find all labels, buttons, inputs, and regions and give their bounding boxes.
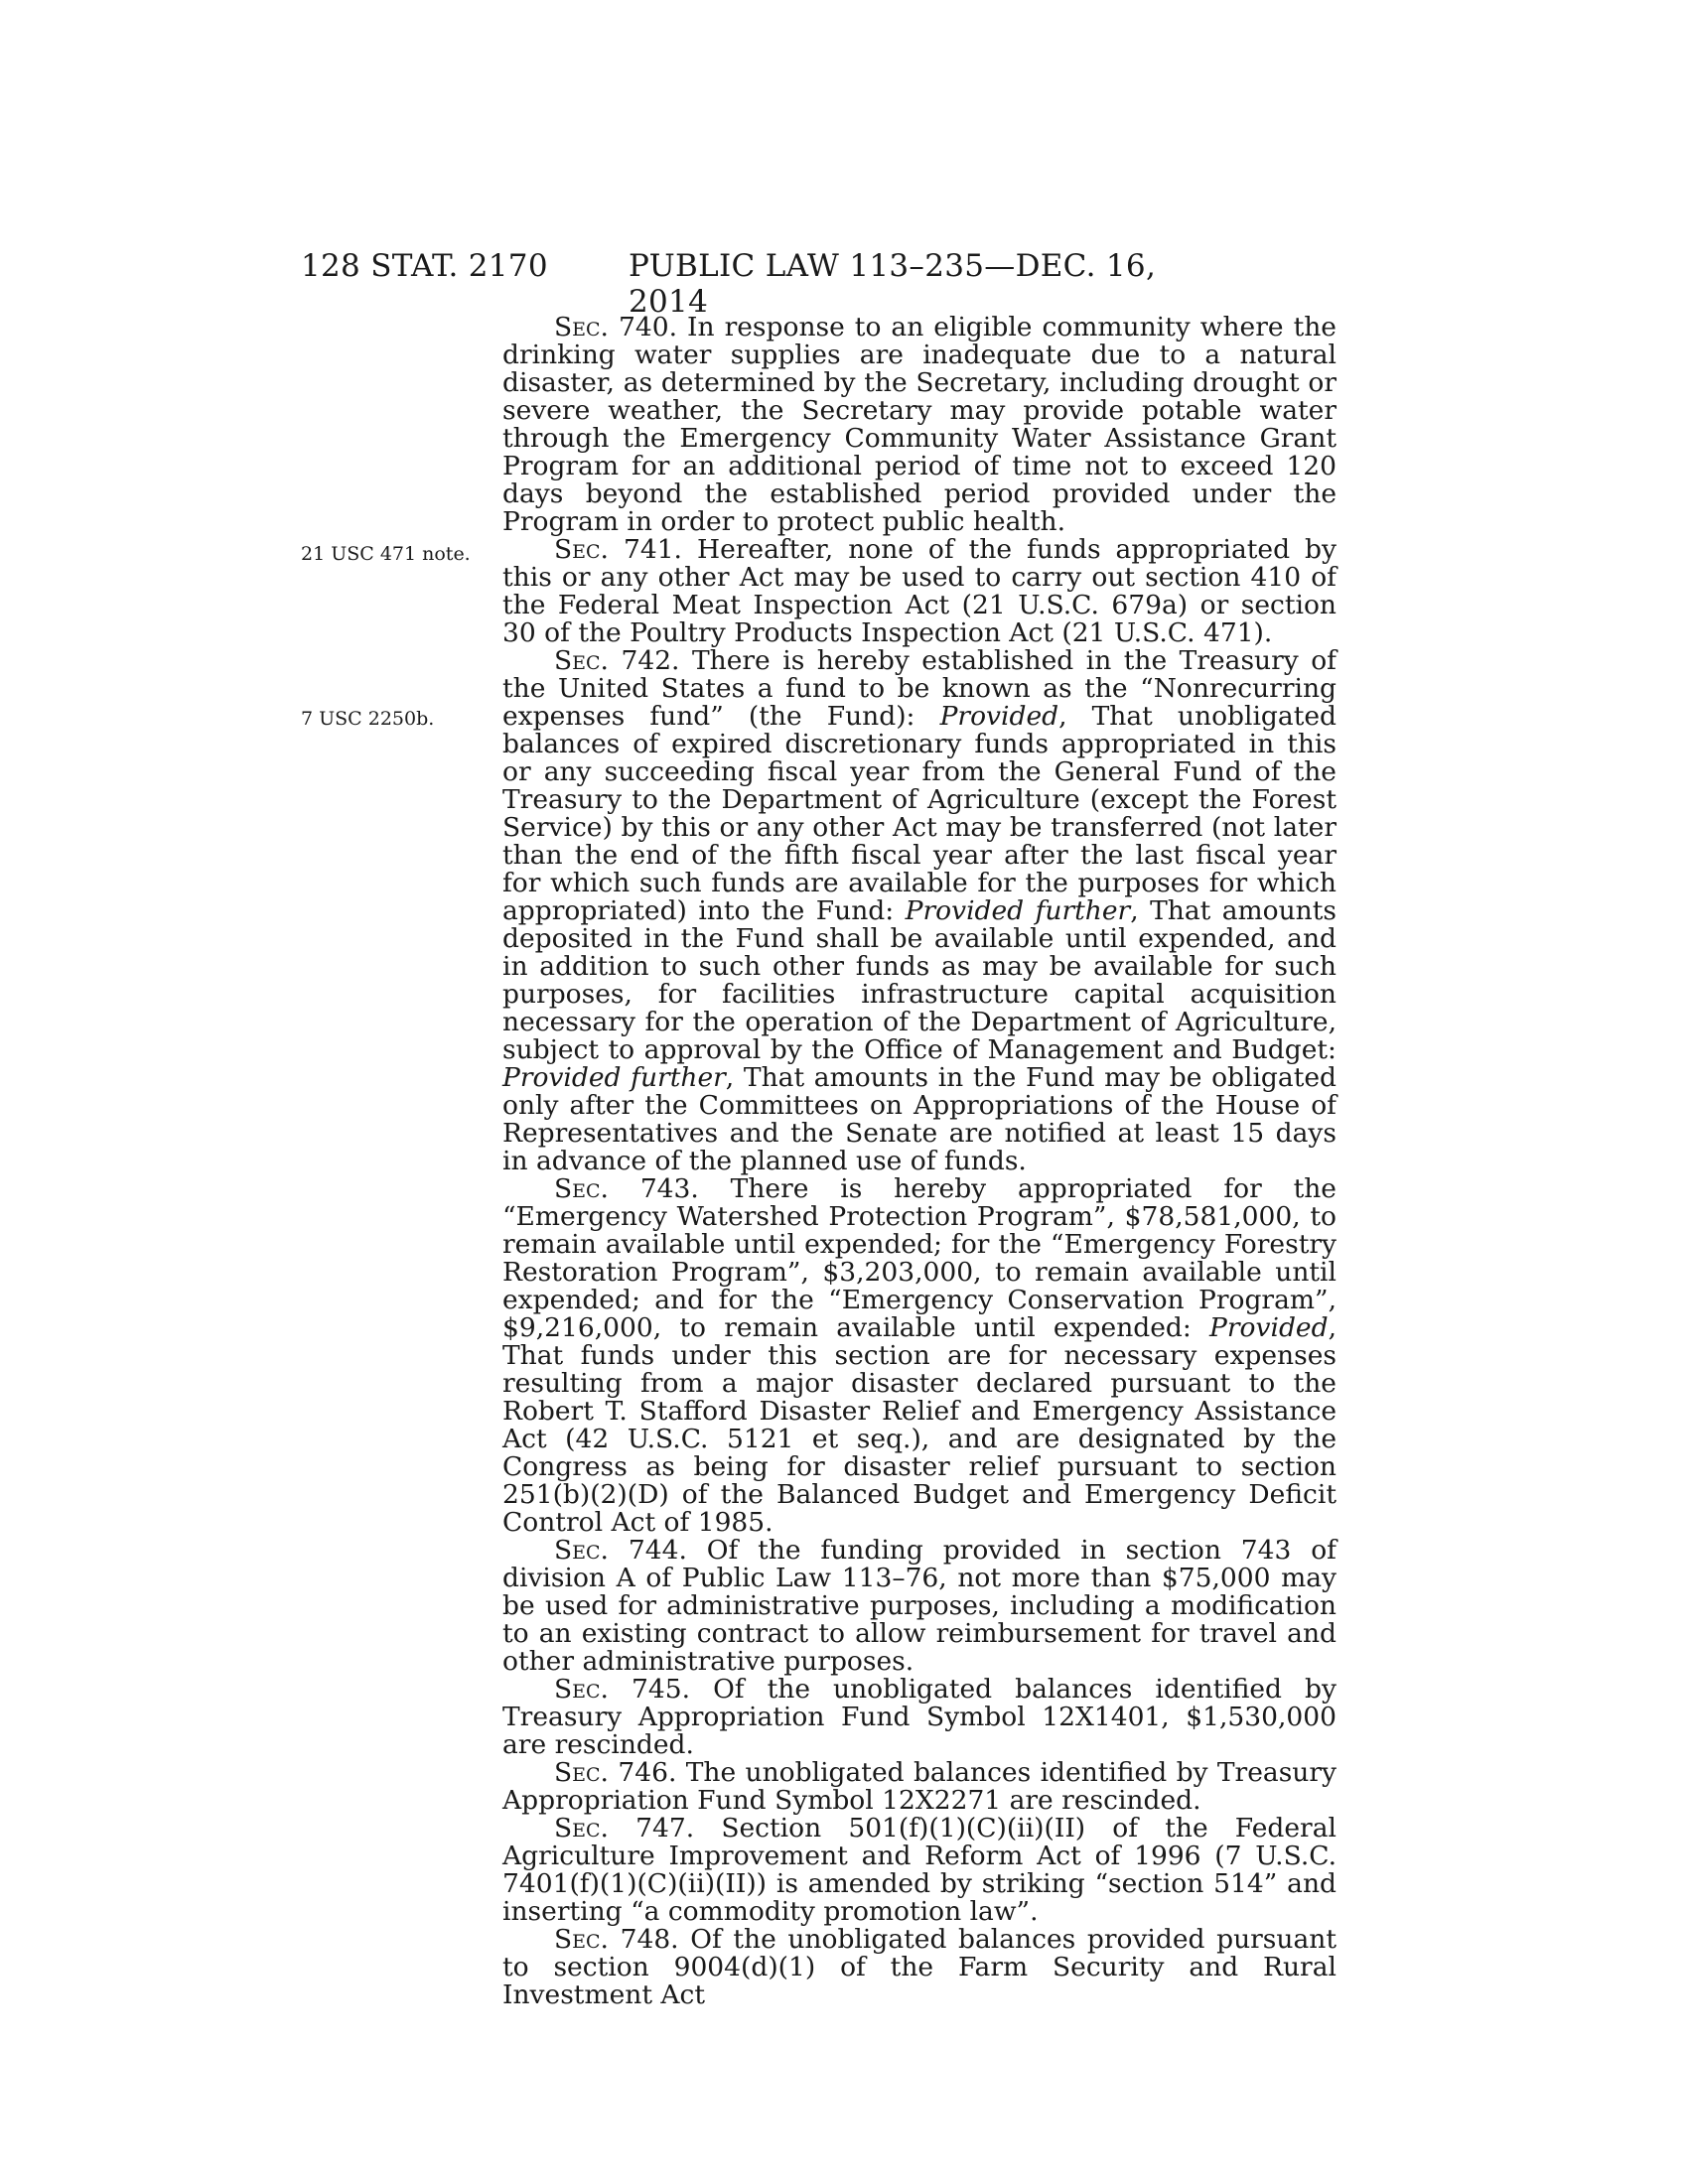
section-label: Sec. bbox=[554, 534, 609, 565]
section-number: 742. bbox=[609, 645, 692, 676]
page-reference: 128 STAT. 2170 bbox=[301, 248, 548, 284]
section-number: 740. bbox=[609, 312, 688, 342]
section-label: Sec. bbox=[554, 1535, 609, 1566]
section-text: Of the unobligated balances identified by Treasury Appropriation Fund Symbol 12X1401, $1,530,000 are rescinded. bbox=[502, 1674, 1336, 1760]
section-text: Of the unobligated balances provided pursuant to section 9004(d)(1) of the Farm Security and Rural Investment Act bbox=[502, 1924, 1336, 2010]
section-text: There is hereby appropriated for the “Emergency Watershed Protection Program”, $78,581,000, to remain available until expended; for the “Emergency Forestry Restoration Program”, $3,203,000, to remain available until expended; and for the “Emergency Conservation Program”, $9,216,000, to remain available until expended: bbox=[502, 1173, 1336, 1343]
section-text: Section 501(f)(1)(C)(ii)(II) of the Federal Agriculture Improvement and Reform Act of 1996 (7 U.S.C. 7401(f)(1)(C)(ii)(II)) is amended by striking “section 514” and inserting “a commodity promotion law”. bbox=[502, 1813, 1336, 1927]
section-label: Sec. bbox=[554, 645, 609, 676]
section-text: Of the funding provided in section 743 of division A of Public Law 113–76, not more than $75,000 may be used for administrative purposes, including a modification to an existing contract to allow reimbursement for travel and other administrative purposes. bbox=[502, 1535, 1336, 1677]
section-text: , That unobligated balances of expired discretionary funds appropriated in this or any succeeding fiscal year from the General Fund of the Treasury to the Department of Agriculture (except the Forest Service) by this or any other Act may be transferred (not later than the end of the fifth fiscal year after the last fiscal year for which such funds are available for the purposes for which appropriated) into the Fund: bbox=[502, 701, 1336, 926]
section-number: 746. bbox=[609, 1757, 686, 1788]
section-745 bbox=[502, 1676, 1336, 1759]
section-text: , That amounts in the Fund may be obligated only after the Committees on Appropriations of the House of Representatives and the Senate are notified at least 15 days in advance of the planned use of funds. bbox=[502, 1062, 1336, 1176]
section-746 bbox=[502, 1759, 1336, 1815]
section-741 bbox=[502, 536, 1336, 647]
running-header bbox=[301, 248, 1214, 320]
section-number: 748. bbox=[609, 1924, 691, 1955]
section-label: Sec. bbox=[554, 312, 609, 342]
section-number: 745. bbox=[609, 1674, 714, 1705]
section-740 bbox=[502, 314, 1336, 536]
margin-note: 7 USC 2250b. bbox=[301, 708, 435, 730]
section-text: Hereafter, none of the funds appropriated by this or any other Act may be used to carry out section 410 of the Federal Meat Inspection Act (21 U.S.C. 679a) or section 30 of the Poultry Products Inspection Act (21 U.S.C. 471). bbox=[502, 534, 1336, 648]
proviso: Provided further bbox=[905, 895, 1131, 926]
section-text: In response to an eligible community where the drinking water supplies are inadequate due to a natural disaster, as determined by the Secretary, including drought or severe weather, the Secretary may provide potable water through the Emergency Community Water Assistance Grant Program for an additional period of time not to exceed 120 days beyond the established period provided under the Program in order to protect public health. bbox=[502, 312, 1336, 537]
section-label: Sec. bbox=[554, 1674, 609, 1705]
section-text: There is hereby established in the Treasury of the United States a fund to be known as the “Nonrecurring expenses fund” (the Fund): bbox=[502, 645, 1336, 732]
section-text: The unobligated balances identified by Treasury Appropriation Fund Symbol 12X2271 are rescinded. bbox=[502, 1757, 1337, 1816]
law-title: PUBLIC LAW 113–235—DEC. 16, 2014 bbox=[629, 248, 1157, 320]
section-744 bbox=[502, 1537, 1336, 1676]
proviso: Provided bbox=[939, 701, 1059, 732]
proviso: Provided bbox=[1209, 1312, 1329, 1343]
section-number: 741. bbox=[609, 534, 697, 565]
section-747 bbox=[502, 1815, 1336, 1926]
section-748 bbox=[502, 1926, 1336, 2009]
margin-note: 21 USC 471 note. bbox=[301, 543, 471, 565]
section-text: , That funds under this section are for necessary expenses resulting from a major disaster declared pursuant to the Robert T. Stafford Disaster Relief and Emergency Assistance Act (42 U.S.C. 5121 et seq.), and are designated by the Congress as being for disaster relief pursuant to section 251(b)(2)(D) of the Balanced Budget and Emergency Deficit Control Act of 1985. bbox=[502, 1312, 1336, 1538]
section-742 bbox=[502, 647, 1336, 1175]
section-number: 747. bbox=[609, 1813, 722, 1843]
section-number: 743. bbox=[609, 1173, 731, 1204]
proviso: Provided further bbox=[502, 1062, 726, 1093]
section-label: Sec. bbox=[554, 1924, 609, 1955]
section-text: , That amounts deposited in the Fund shall be available until expended, and in addition to such other funds as may be available for such purposes, for facilities infrastructure capital acquisition necessary for the operation of the Department of Agriculture, subject to approval by the Office of Management and Budget: bbox=[502, 895, 1336, 1065]
section-743 bbox=[502, 1175, 1336, 1537]
section-label: Sec. bbox=[554, 1173, 609, 1204]
section-number: 744. bbox=[609, 1535, 707, 1566]
section-label: Sec. bbox=[554, 1813, 609, 1843]
section-label: Sec. bbox=[554, 1757, 609, 1788]
body-text bbox=[502, 314, 1336, 2009]
